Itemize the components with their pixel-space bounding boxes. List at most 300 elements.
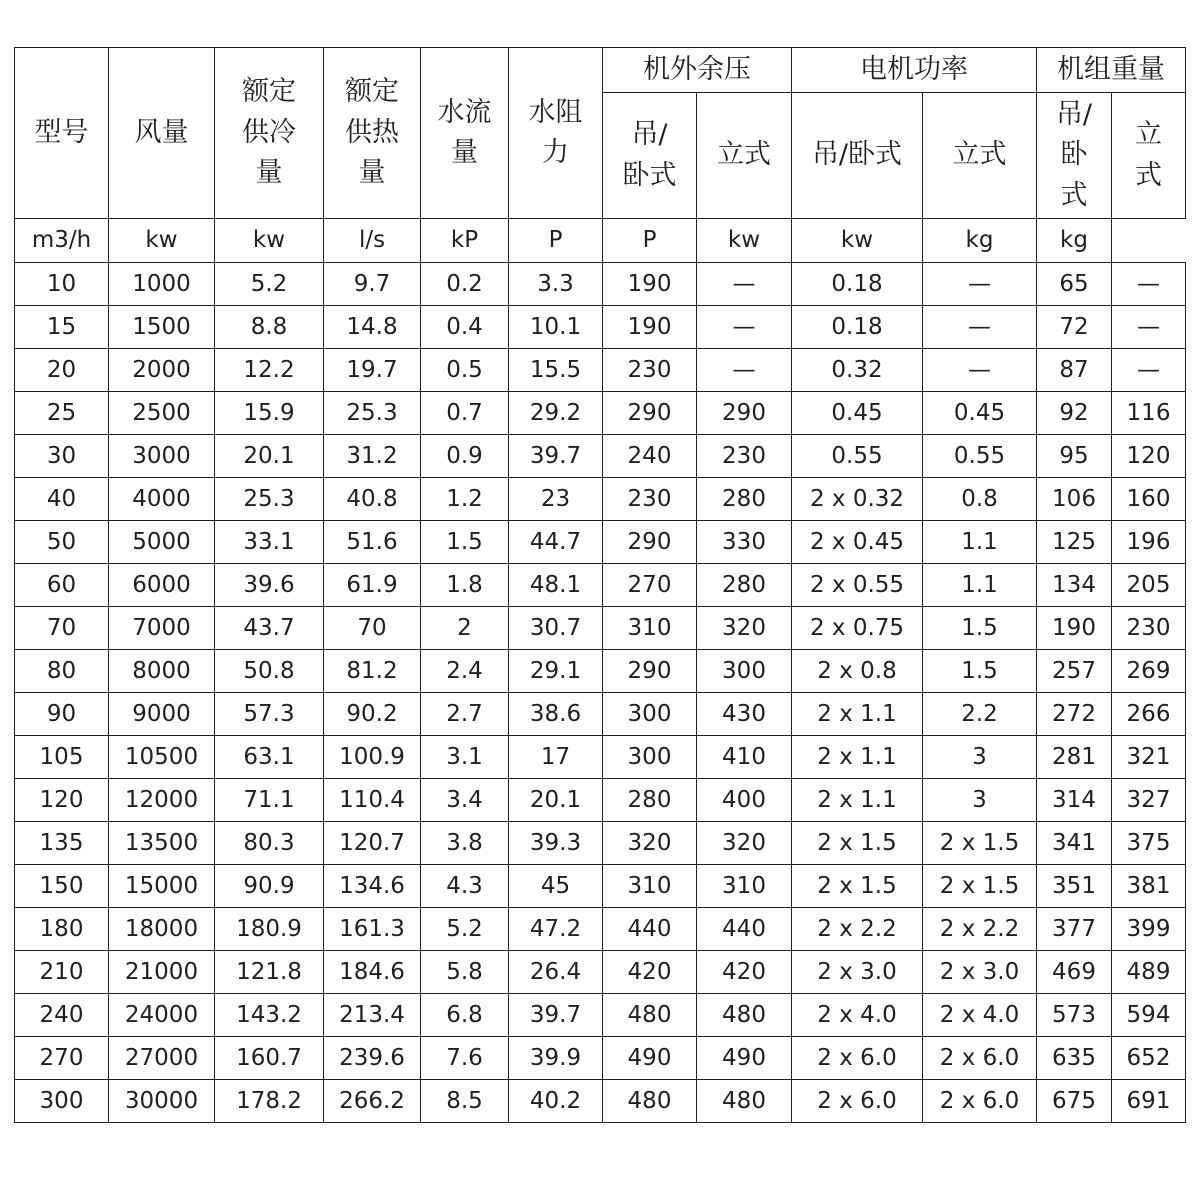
table-cell: 1000 — [109, 263, 215, 306]
unit-cell: kw — [215, 219, 324, 263]
table-cell: 400 — [697, 779, 792, 822]
table-cell: 61.9 — [324, 564, 421, 607]
table-cell: 1.5 — [923, 650, 1037, 693]
table-row — [15, 306, 1186, 349]
header-rated-heating — [324, 48, 421, 219]
table-cell: 45 — [509, 865, 603, 908]
table-cell: 10500 — [109, 736, 215, 779]
table-cell: 320 — [697, 607, 792, 650]
header-water-flow-line: 水流 — [437, 96, 492, 128]
table-cell: 652 — [1112, 1037, 1186, 1080]
table-row — [15, 478, 1186, 521]
table-cell: 40.2 — [509, 1080, 603, 1123]
table-cell: 21000 — [109, 951, 215, 994]
header-water-resistance-line: 水阻 — [528, 96, 583, 128]
model-cell: 60 — [15, 564, 109, 607]
table-cell: 2 x 1.1 — [792, 693, 923, 736]
header-ep-hang — [603, 93, 697, 219]
model-cell: 30 — [15, 435, 109, 478]
table-cell: 15000 — [109, 865, 215, 908]
table-cell: 375 — [1112, 822, 1186, 865]
table-cell: 7000 — [109, 607, 215, 650]
table-cell: 320 — [697, 822, 792, 865]
table-cell: 2 x 0.75 — [792, 607, 923, 650]
table-cell: — — [1112, 263, 1186, 306]
table-cell: 90.2 — [324, 693, 421, 736]
header-rated-heating-line: 供热 — [345, 116, 399, 148]
table-cell: 300 — [603, 736, 697, 779]
table-cell: 2 x 6.0 — [923, 1037, 1037, 1080]
table-cell: 80.3 — [215, 822, 324, 865]
table-cell: 280 — [697, 478, 792, 521]
table-cell: 161.3 — [324, 908, 421, 951]
table-cell: 3000 — [109, 435, 215, 478]
table-cell: 20.1 — [509, 779, 603, 822]
table-cell: 39.7 — [509, 994, 603, 1037]
table-row — [15, 908, 1186, 951]
header-water-resistance — [509, 48, 603, 219]
table-cell: 51.6 — [324, 521, 421, 564]
header-rated-cooling-line: 量 — [255, 157, 283, 189]
table-cell: 63.1 — [215, 736, 324, 779]
table-cell: 29.1 — [509, 650, 603, 693]
model-cell: 135 — [15, 822, 109, 865]
table-cell: 321 — [1112, 736, 1186, 779]
unit-cell: l/s — [324, 219, 421, 263]
model-cell: 240 — [15, 994, 109, 1037]
model-cell: 50 — [15, 521, 109, 564]
table-row — [15, 1080, 1186, 1123]
table-cell: 430 — [697, 693, 792, 736]
table-cell: 30000 — [109, 1080, 215, 1123]
header-uw-vertical — [1112, 93, 1186, 219]
table-cell: 100.9 — [324, 736, 421, 779]
header-uw-hang-line: 吊/ — [1055, 98, 1093, 130]
table-cell: 2.2 — [923, 693, 1037, 736]
table-cell: 72 — [1037, 306, 1112, 349]
model-cell: 70 — [15, 607, 109, 650]
model-cell: 105 — [15, 736, 109, 779]
table-cell: 0.18 — [792, 306, 923, 349]
table-cell: 240 — [603, 435, 697, 478]
table-cell: 39.3 — [509, 822, 603, 865]
table-cell: 20.1 — [215, 435, 324, 478]
table-cell: 300 — [697, 650, 792, 693]
table-cell: 25.3 — [324, 392, 421, 435]
unit-cell: kg — [1037, 219, 1112, 263]
table-cell: 14.8 — [324, 306, 421, 349]
table-cell: 230 — [1112, 607, 1186, 650]
table-cell: 480 — [697, 994, 792, 1037]
table-cell: 12.2 — [215, 349, 324, 392]
table-cell: 190 — [1037, 607, 1112, 650]
table-cell: 8.8 — [215, 306, 324, 349]
table-row — [15, 822, 1186, 865]
table-cell: 2.4 — [421, 650, 509, 693]
table-cell: 31.2 — [324, 435, 421, 478]
table-cell: 330 — [697, 521, 792, 564]
table-row — [15, 349, 1186, 392]
table-cell: 10.1 — [509, 306, 603, 349]
table-cell: 134 — [1037, 564, 1112, 607]
table-cell: 257 — [1037, 650, 1112, 693]
table-cell: 121.8 — [215, 951, 324, 994]
table-cell: 594 — [1112, 994, 1186, 1037]
model-cell: 25 — [15, 392, 109, 435]
header-row-top — [15, 48, 1186, 93]
table-cell: 180.9 — [215, 908, 324, 951]
table-cell: 2 x 1.1 — [792, 736, 923, 779]
table-cell: 57.3 — [215, 693, 324, 736]
table-cell: — — [697, 263, 792, 306]
header-rated-heating-line: 量 — [358, 157, 386, 189]
table-cell: 280 — [603, 779, 697, 822]
table-cell: 160 — [1112, 478, 1186, 521]
table-cell: — — [697, 349, 792, 392]
table-cell: 70 — [324, 607, 421, 650]
model-cell: 40 — [15, 478, 109, 521]
table-cell: 3 — [923, 779, 1037, 822]
table-cell: 320 — [603, 822, 697, 865]
table-cell: 2 x 0.32 — [792, 478, 923, 521]
table-cell: 24000 — [109, 994, 215, 1037]
model-cell: 20 — [15, 349, 109, 392]
table-cell: 377 — [1037, 908, 1112, 951]
header-water-flow — [421, 48, 509, 219]
table-row — [15, 263, 1186, 306]
table-cell: 4.3 — [421, 865, 509, 908]
unit-cell: P — [603, 219, 697, 263]
table-cell: 9.7 — [324, 263, 421, 306]
header-uw-vertical-line: 立 — [1135, 119, 1162, 150]
table-cell: 2 x 0.8 — [792, 650, 923, 693]
unit-cell: m3/h — [15, 219, 109, 263]
table-cell: 143.2 — [215, 994, 324, 1037]
table-cell: 39.6 — [215, 564, 324, 607]
table-row — [15, 693, 1186, 736]
header-model: 型号 — [15, 48, 109, 219]
header-uw-hang-line: 卧 — [1060, 139, 1088, 171]
table-cell: 3.8 — [421, 822, 509, 865]
header-motor-power: 电机功率 — [792, 48, 1037, 93]
table-cell: 266 — [1112, 693, 1186, 736]
table-row — [15, 994, 1186, 1037]
table-cell: 90.9 — [215, 865, 324, 908]
header-rated-cooling — [215, 48, 324, 219]
unit-cell: kP — [421, 219, 509, 263]
table-row — [15, 779, 1186, 822]
table-cell: 1.5 — [421, 521, 509, 564]
table-cell: 18000 — [109, 908, 215, 951]
table-cell: 675 — [1037, 1080, 1112, 1123]
table-cell: 44.7 — [509, 521, 603, 564]
table-cell: 2 x 1.5 — [792, 865, 923, 908]
table-cell: 0.55 — [792, 435, 923, 478]
table-cell: 39.7 — [509, 435, 603, 478]
table-cell: 43.7 — [215, 607, 324, 650]
table-cell: 480 — [697, 1080, 792, 1123]
header-unit-weight: 机组重量 — [1037, 48, 1186, 93]
table-cell: 573 — [1037, 994, 1112, 1037]
table-row — [15, 521, 1186, 564]
table-cell: 420 — [697, 951, 792, 994]
table-cell: 1.1 — [923, 521, 1037, 564]
table-row — [15, 650, 1186, 693]
unit-cell: kw — [697, 219, 792, 263]
table-cell: 120 — [1112, 435, 1186, 478]
table-cell: 2.7 — [421, 693, 509, 736]
table-cell: 0.18 — [792, 263, 923, 306]
table-cell: 0.8 — [923, 478, 1037, 521]
table-cell: 5.2 — [215, 263, 324, 306]
table-cell: 47.2 — [509, 908, 603, 951]
table-cell: 19.7 — [324, 349, 421, 392]
table-cell: 6.8 — [421, 994, 509, 1037]
table-cell: 134.6 — [324, 865, 421, 908]
table-cell: — — [1112, 349, 1186, 392]
table-cell: 290 — [697, 392, 792, 435]
table-cell: 17 — [509, 736, 603, 779]
table-cell: 6000 — [109, 564, 215, 607]
table-cell: 310 — [603, 607, 697, 650]
table-cell: 81.2 — [324, 650, 421, 693]
table-cell: 440 — [697, 908, 792, 951]
table-cell: 2500 — [109, 392, 215, 435]
table-cell: 239.6 — [324, 1037, 421, 1080]
table-cell: 3.1 — [421, 736, 509, 779]
header-rated-heating-line: 额定 — [345, 76, 399, 108]
table-cell: 300 — [603, 693, 697, 736]
table-row — [15, 951, 1186, 994]
table-cell: 2 x 2.2 — [792, 908, 923, 951]
table-cell: 0.55 — [923, 435, 1037, 478]
table-cell: — — [923, 349, 1037, 392]
table-cell: 0.2 — [421, 263, 509, 306]
table-cell: 381 — [1112, 865, 1186, 908]
table-cell: 2 x 3.0 — [923, 951, 1037, 994]
table-cell: 2 x 1.5 — [923, 865, 1037, 908]
table-cell: 39.9 — [509, 1037, 603, 1080]
table-cell: 116 — [1112, 392, 1186, 435]
header-water-flow-line: 量 — [451, 137, 478, 168]
table-cell: 269 — [1112, 650, 1186, 693]
table-cell: 48.1 — [509, 564, 603, 607]
table-cell: 230 — [697, 435, 792, 478]
table-cell: 230 — [603, 478, 697, 521]
header-uw-hang-line: 式 — [1060, 179, 1088, 211]
table-cell: 2 — [421, 607, 509, 650]
table-cell: 0.4 — [421, 306, 509, 349]
table-cell: 2 x 6.0 — [792, 1080, 923, 1123]
table-cell: 280 — [697, 564, 792, 607]
table-cell: 0.32 — [792, 349, 923, 392]
table-cell: 327 — [1112, 779, 1186, 822]
table-cell: 490 — [603, 1037, 697, 1080]
table-cell: 29.2 — [509, 392, 603, 435]
table-cell: 190 — [603, 263, 697, 306]
model-cell: 15 — [15, 306, 109, 349]
table-cell: 205 — [1112, 564, 1186, 607]
table-cell: 3 — [923, 736, 1037, 779]
header-uw-hang — [1037, 93, 1112, 219]
table-cell: 95 — [1037, 435, 1112, 478]
table-cell: 290 — [603, 392, 697, 435]
table-cell: 399 — [1112, 908, 1186, 951]
table-cell: 8.5 — [421, 1080, 509, 1123]
table-cell: 15.5 — [509, 349, 603, 392]
model-cell: 120 — [15, 779, 109, 822]
table-cell: 178.2 — [215, 1080, 324, 1123]
table-cell: 65 — [1037, 263, 1112, 306]
table-cell: 480 — [603, 1080, 697, 1123]
header-water-resistance-line: 力 — [542, 137, 569, 168]
table-cell: 2 x 0.55 — [792, 564, 923, 607]
table-cell: 33.1 — [215, 521, 324, 564]
table-cell: 2 x 1.5 — [923, 822, 1037, 865]
table-cell: 2 x 4.0 — [923, 994, 1037, 1037]
table-cell: 9000 — [109, 693, 215, 736]
table-cell: 0.7 — [421, 392, 509, 435]
model-cell: 90 — [15, 693, 109, 736]
table-cell: 3.3 — [509, 263, 603, 306]
table-cell: 0.9 — [421, 435, 509, 478]
table-cell: 120.7 — [324, 822, 421, 865]
header-ep-hang-line: 吊/ — [631, 119, 668, 150]
header-mp-hang: 吊/卧式 — [792, 93, 923, 219]
unit-cell: kw — [792, 219, 923, 263]
table-cell: 351 — [1037, 865, 1112, 908]
table-cell: 2 x 6.0 — [792, 1037, 923, 1080]
header-external-pressure: 机外余压 — [603, 48, 792, 93]
table-cell: 272 — [1037, 693, 1112, 736]
table-cell: 0.45 — [923, 392, 1037, 435]
unit-cell: kw — [109, 219, 215, 263]
table-cell: 38.6 — [509, 693, 603, 736]
table-cell: 1.5 — [923, 607, 1037, 650]
table-cell: 310 — [603, 865, 697, 908]
table-cell: 15.9 — [215, 392, 324, 435]
table-row — [15, 736, 1186, 779]
table-cell: 230 — [603, 349, 697, 392]
unit-row — [15, 219, 1186, 263]
table-cell: 635 — [1037, 1037, 1112, 1080]
table-cell: 266.2 — [324, 1080, 421, 1123]
table-cell: 341 — [1037, 822, 1112, 865]
table-cell: 125 — [1037, 521, 1112, 564]
model-cell: 180 — [15, 908, 109, 951]
table-cell: 50.8 — [215, 650, 324, 693]
table-cell: 290 — [603, 521, 697, 564]
table-cell: 3.4 — [421, 779, 509, 822]
header-rated-cooling-line: 供冷 — [242, 116, 296, 148]
table-cell: 0.5 — [421, 349, 509, 392]
table-cell: 26.4 — [509, 951, 603, 994]
header-mp-vertical: 立式 — [923, 93, 1037, 219]
table-row — [15, 865, 1186, 908]
table-cell: 184.6 — [324, 951, 421, 994]
table-cell: 310 — [697, 865, 792, 908]
table-cell: 469 — [1037, 951, 1112, 994]
table-cell: 1.1 — [923, 564, 1037, 607]
header-uw-vertical-line: 式 — [1135, 159, 1162, 191]
table-cell: 196 — [1112, 521, 1186, 564]
table-cell: 4000 — [109, 478, 215, 521]
table-cell: 1500 — [109, 306, 215, 349]
header-airflow: 风量 — [109, 48, 215, 219]
table-cell: 25.3 — [215, 478, 324, 521]
header-ep-vertical: 立式 — [697, 93, 792, 219]
table-row — [15, 392, 1186, 435]
unit-cell: kg — [923, 219, 1037, 263]
table-row — [15, 607, 1186, 650]
model-cell: 150 — [15, 865, 109, 908]
table-cell: 12000 — [109, 779, 215, 822]
table-cell: 5.8 — [421, 951, 509, 994]
model-cell: 10 — [15, 263, 109, 306]
table-cell: — — [697, 306, 792, 349]
model-cell: 210 — [15, 951, 109, 994]
table-cell: 490 — [697, 1037, 792, 1080]
table-cell: 5000 — [109, 521, 215, 564]
table-cell: 23 — [509, 478, 603, 521]
table-cell: 489 — [1112, 951, 1186, 994]
model-cell: 270 — [15, 1037, 109, 1080]
table-cell: 190 — [603, 306, 697, 349]
table-cell: 2 x 4.0 — [792, 994, 923, 1037]
table-cell: 13500 — [109, 822, 215, 865]
table-cell: 92 — [1037, 392, 1112, 435]
table-cell: 2 x 0.45 — [792, 521, 923, 564]
table-cell: 1.8 — [421, 564, 509, 607]
table-row — [15, 564, 1186, 607]
table-cell: 314 — [1037, 779, 1112, 822]
table-cell: 213.4 — [324, 994, 421, 1037]
table-cell: 480 — [603, 994, 697, 1037]
unit-cell: P — [509, 219, 603, 263]
table-cell: 410 — [697, 736, 792, 779]
table-cell: 2 x 1.1 — [792, 779, 923, 822]
table-row — [15, 435, 1186, 478]
table-cell: — — [923, 263, 1037, 306]
table-cell: 691 — [1112, 1080, 1186, 1123]
table-cell: 2000 — [109, 349, 215, 392]
table-cell: 8000 — [109, 650, 215, 693]
table-cell: 420 — [603, 951, 697, 994]
table-cell: 71.1 — [215, 779, 324, 822]
table-cell: 7.6 — [421, 1037, 509, 1080]
table-cell: 106 — [1037, 478, 1112, 521]
table-row — [15, 1037, 1186, 1080]
table-cell: 440 — [603, 908, 697, 951]
table-cell: 27000 — [109, 1037, 215, 1080]
table-cell: 281 — [1037, 736, 1112, 779]
table-cell: 30.7 — [509, 607, 603, 650]
table-cell: 110.4 — [324, 779, 421, 822]
table-cell: — — [923, 306, 1037, 349]
table-cell: 40.8 — [324, 478, 421, 521]
header-ep-hang-line: 卧式 — [622, 159, 677, 191]
spec-table — [14, 47, 1186, 1123]
table-cell: 2 x 1.5 — [792, 822, 923, 865]
header-rated-cooling-line: 额定 — [242, 76, 296, 108]
table-cell: 5.2 — [421, 908, 509, 951]
table-cell: 1.2 — [421, 478, 509, 521]
table-cell: 160.7 — [215, 1037, 324, 1080]
table-cell: 2 x 6.0 — [923, 1080, 1037, 1123]
table-cell: 0.45 — [792, 392, 923, 435]
table-cell: 2 x 2.2 — [923, 908, 1037, 951]
table-cell: 270 — [603, 564, 697, 607]
